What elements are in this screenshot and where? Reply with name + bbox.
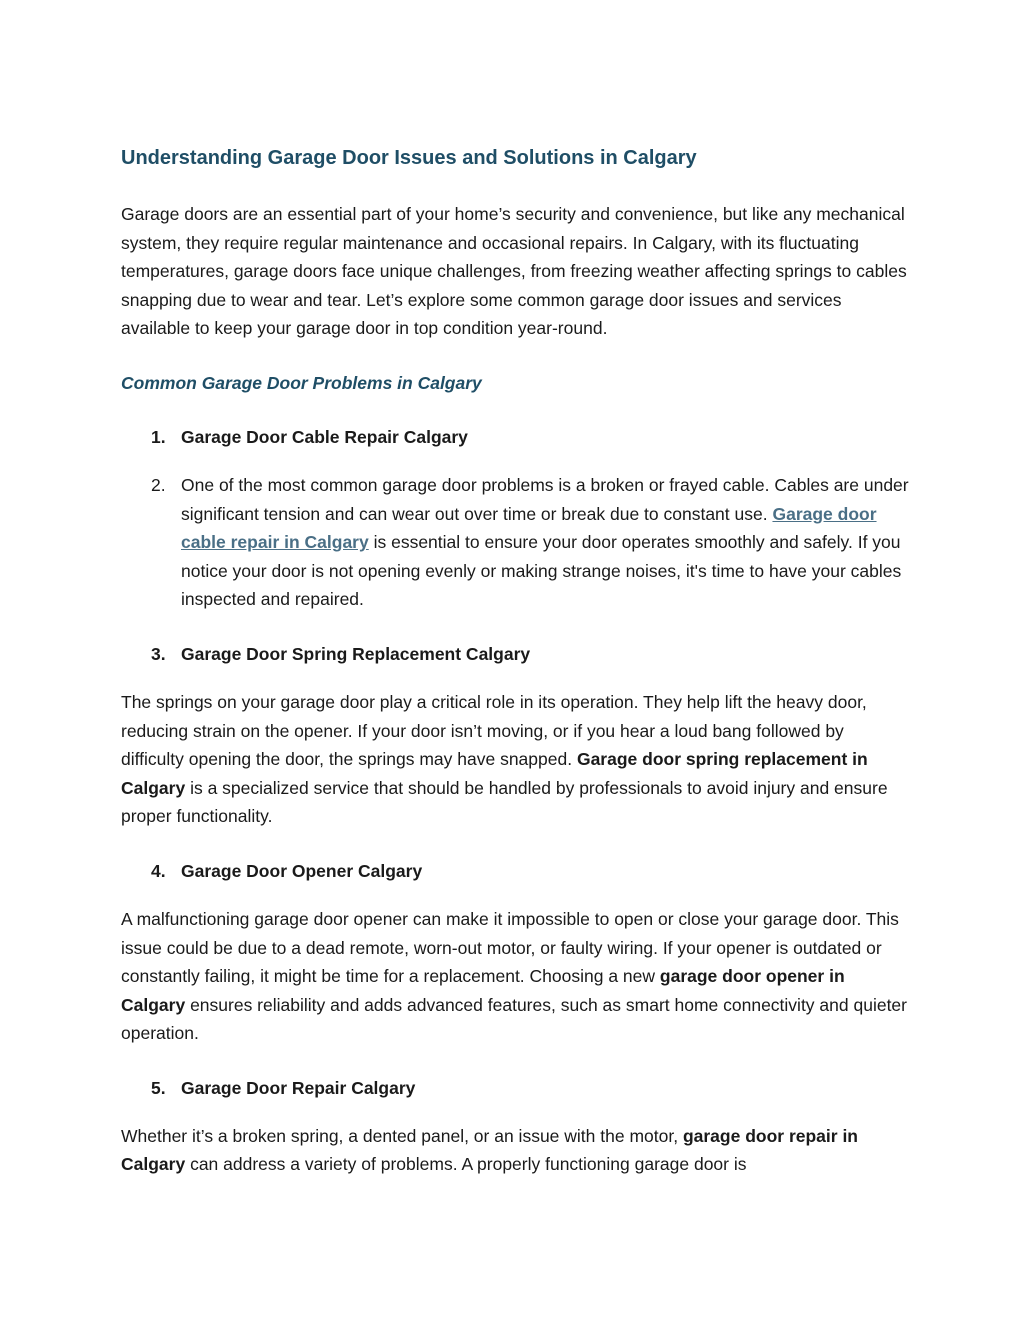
list-heading-text: Garage Door Cable Repair Calgary xyxy=(181,426,468,447)
bold-phrase: Garage door spring replacement in Calgary xyxy=(121,749,868,798)
list-item-heading xyxy=(121,1074,911,1102)
spring-paragraph: The springs on your garage door play a critical role in its operation. They help lift the heavy door, reducing strain on the opener. If your door isn’t moving, or if you hear a loud bang followed by difficulty opening the door, the springs may have snapped. Garage door spring replacement in Calgary is a specialized service that should be handled by professionals to avoid injury and ensure proper functionality. xyxy=(121,691,888,827)
section-subheading: Common Garage Door Problems in Calgary xyxy=(121,372,482,393)
bold-phrase: garage door repair in Calgary xyxy=(121,1125,858,1175)
list-number: 4. xyxy=(151,860,166,881)
intro-paragraph: Garage doors are an essential part of your home’s security and convenience, but like any mechanical system, they require regular maintenance and occasional repairs. In Calgary, with its fluctuating temperatures, garage doors face unique challenges, from freezing weather affecting springs to cables snapping due to wear and tear. Let’s explore some common garage door issues and services available to keep your garage door in top condition year-round. xyxy=(121,204,907,339)
document-page xyxy=(121,140,911,1179)
list-heading-text: Garage Door Spring Replacement Calgary xyxy=(181,643,531,664)
list-body-text: One of the most common garage door problems is a broken or frayed cable. Cables are under significant tension and can wear out over time or break due to constant use. Garage door cable repair in Calgary is essential to ensure your door operates smoothly and safely. If you notice your door is not opening evenly or making strange noises, it's time to have your cables inspected and repaired. xyxy=(181,474,909,610)
bold-phrase: garage door opener in Calgary xyxy=(121,966,845,1015)
page-title: Understanding Garage Door Issues and Solutions in Calgary xyxy=(121,147,697,169)
list-item-body xyxy=(121,471,911,614)
list-heading-text: Garage Door Repair Calgary xyxy=(181,1077,416,1098)
cable-repair-link[interactable]: Garage door cable repair in Calgary xyxy=(181,503,877,553)
opener-paragraph: A malfunctioning garage door opener can make it impossible to open or close your garage door. This issue could be due to a dead remote, worn-out motor, or faulty wiring. If your opener is outdated or constantly failing, it might be time for a replacement. Choosing a new garage door opener in Calgary ensures reliability and adds advanced features, such as smart home connectivity and quieter operation. xyxy=(121,908,907,1044)
list-number: 5. xyxy=(151,1077,166,1098)
list-number: 1. xyxy=(151,426,166,447)
list-item-heading xyxy=(121,857,911,885)
list-item-heading xyxy=(121,640,911,668)
repair-paragraph: Whether it’s a broken spring, a dented panel, or an issue with the motor, garage door repair in Calgary can address a variety of problems. A properly functioning garage door is xyxy=(121,1125,858,1175)
list-item-heading xyxy=(121,423,911,451)
list-number: 2. xyxy=(151,474,166,495)
list-number: 3. xyxy=(151,643,166,664)
list-heading-text: Garage Door Opener Calgary xyxy=(181,860,423,881)
